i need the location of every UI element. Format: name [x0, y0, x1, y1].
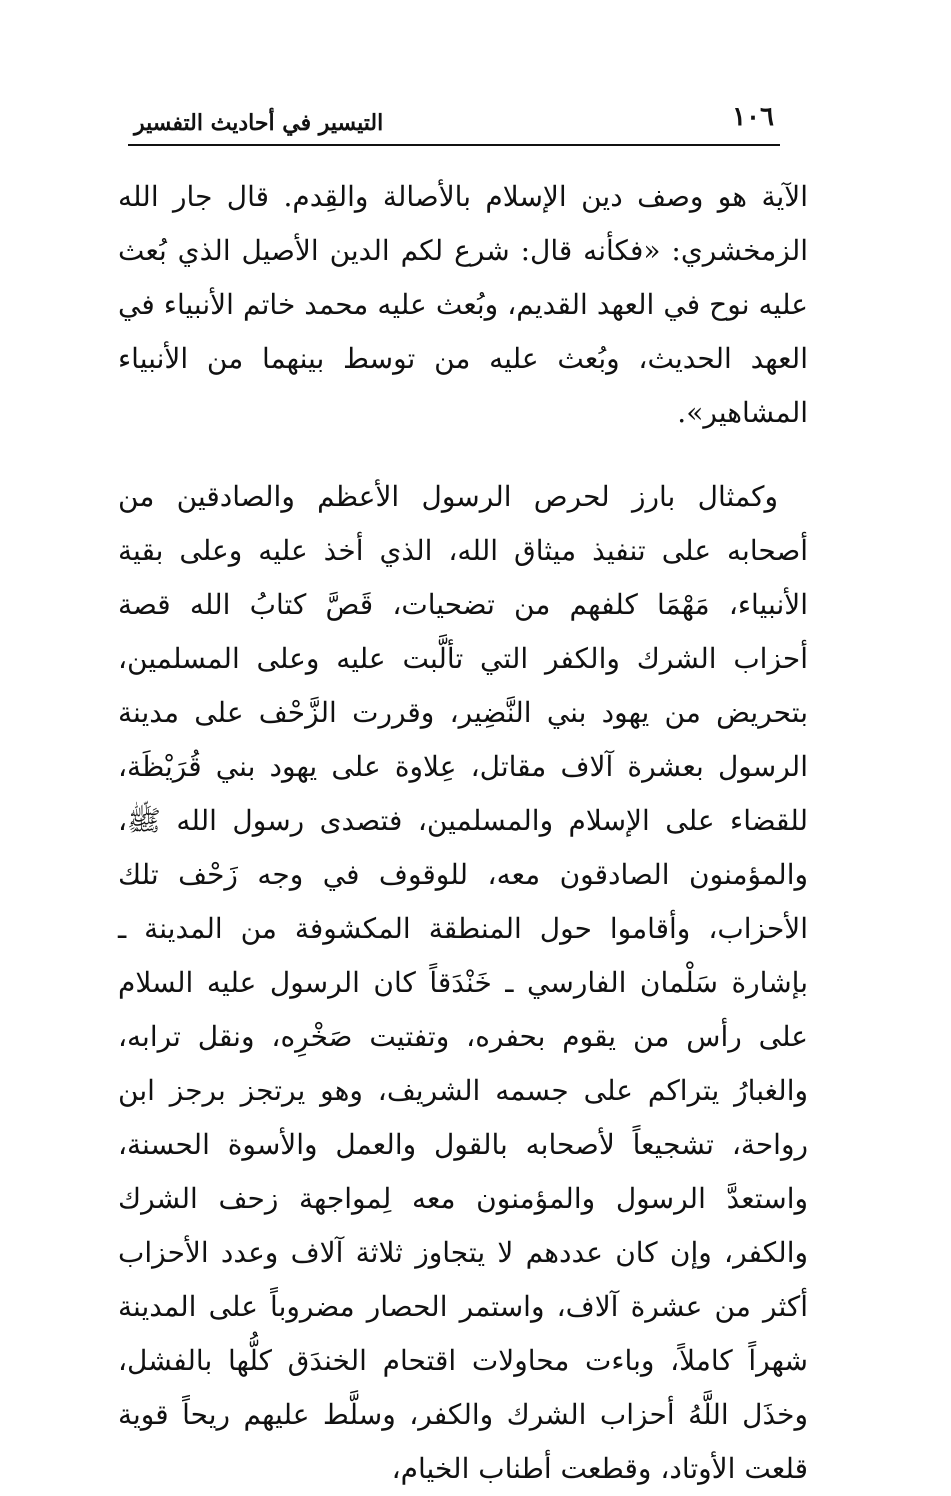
running-title: التيسير في أحاديث التفسير [134, 110, 384, 136]
paragraph-zamakhshari-quote: الآية هو وصف دين الإسلام بالأصالة والقِدم. قال جار الله الزمخشري: «فكأنه قال: شرع لكم الدين الأصيل الذي بُعث عليه نوح في العهد القديم، وبُعث عليه محمد خاتم الأنبياء في العهد الحديث، وبُعث عليه من توسط بينهما من الأنبياء المشاهير». [118, 180, 808, 429]
page-header [128, 100, 780, 146]
page-number: ١٠٦ [732, 102, 774, 132]
body-text [118, 170, 808, 1496]
paragraph-ahzab-story: وكمثال بارز لحرص الرسول الأعظم والصادقين من أصحابه على تنفيذ ميثاق الله، الذي أخذ عليه وعلى بقية الأنبياء، مَهْمَا كلفهم من تضحيات، قَصَّ كتابُ الله قصة أحزاب الشرك والكفر التي تألَّبت عليه وعلى المسلمين، بتحريض من يهود بني النَّضِير، وقررت الزَّحْف على مدينة الرسول بعشرة آلاف مقاتل، عِلاوة على يهود بني قُرَيْظَة، للقضاء على الإسلام والمسلمين، فتصدى رسول الله ﷺ، والمؤمنون الصادقون معه، للوقوف في وجه زَحْف تلك الأحزاب، وأقاموا حول المنطقة المكشوفة من المدينة ـ بإشارة سَلْمان الفارسي ـ خَنْدَقاً كان الرسول عليه السلام على رأس من يقوم بحفره، وتفتيت صَخْرِه، ونقل ترابه، والغبارُ يتراكم على جسمه الشريف، وهو يرتجز برجز ابن رواحة، تشجيعاً لأصحابه بالقول والعمل والأسوة الحسنة، واستعدَّ الرسول والمؤمنون معه لِمواجهة زحف الشرك والكفر، وإن كان عددهم لا يتجاوز ثلاثة آلاف وعدد الأحزاب أكثر من عشرة آلاف، واستمر الحصار مضروباً على المدينة شهراً كاملاً، وباءت محاولات اقتحام الخندَق كلُّها بالفشل، وخذَل اللَّهُ أحزاب الشرك والكفر، وسلَّط عليهم ريحاً قوية قلعت الأوتاد، وقطعت أطناب الخيام، [118, 480, 808, 1485]
